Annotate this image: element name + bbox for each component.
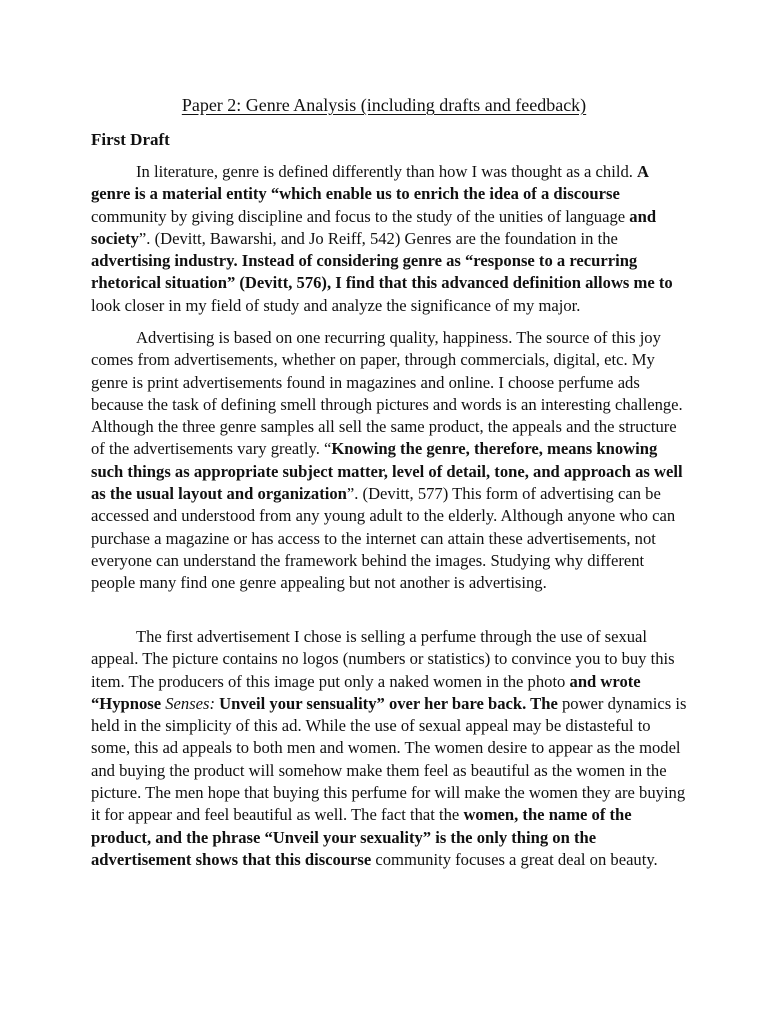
text-run: look closer in my field of study and analyze the significance of my major. — [91, 295, 581, 315]
text-run: Knowing the genre, therefore, means knowing such things as appropriate subject matter, level of — [91, 439, 658, 481]
text-run: and wrote “Hypnose — [91, 671, 641, 713]
body-paragraph — [91, 161, 691, 317]
page-title: Paper 2: Genre Analysis (including drafts and feedback) — [181, 95, 587, 115]
text-run: advertising industry. Instead of considering genre as “response to a recurring rhetorical situation” (Devitt, 576), I find that this advanced definition allows me to — [91, 251, 673, 293]
text-run: In literature, genre is defined differently than how I was thought as a child. — [136, 162, 638, 181]
body-paragraph — [91, 626, 691, 871]
text-run: Unveil your sensuality” over her bare back. The — [215, 693, 558, 713]
text-run: Senses: — [165, 693, 215, 713]
text-run: Advertising is based on one recurring quality, happiness. The source of this joy comes from advertisements, whether on paper, through commercials, digital, etc. My genre is print advertisements found in magazines and online. I choose perfume ads because the task of defining smell through pictures and words is an interesting challenge. Although the three genre samples all sell the same product, the appeals and the structure of the advertisements vary greatly. “ — [91, 328, 683, 459]
text-run: ”. (Devitt, Bawarshi, and Jo Reiff, 542) Genres are the foundation in the — [138, 228, 618, 248]
section-heading: First Draft — [91, 130, 170, 149]
text-run: power dynamics is held in the simplicity of this ad. While the use of sexual appeal may be distasteful to some, this ad appeals to both men and women. The women desire to appear as the model and buying the product will somehow make them feel as beautiful as the women in the picture. The men hope that buying this perfume for will make the women they are buying it for appear and feel beautiful as well. The fact that the — [91, 693, 687, 825]
text-run: and society — [91, 206, 657, 248]
text-run: community by giving discipline and focus to the study of the unities of language — [91, 206, 630, 226]
text-run: detail, tone, and approach as well as the usual layout and organization — [91, 461, 683, 504]
body-paragraph — [91, 327, 691, 595]
text-run: A genre is a material entity “which enable us to enrich the idea of a discourse — [91, 162, 649, 204]
text-run: community focuses a great deal on beauty. — [371, 849, 658, 869]
text-run: ”. (Devitt, 577) This form of advertising can be accessed and understood from any young adult to the elderly. Although anyone who can purchase a magazine or has access to the internet can attain these advertisements, not everyone can understand the framework behind the images. Studying why different people many find one genre appealing but not another is advertising. — [91, 484, 676, 593]
text-run: women, the name of the product, and the phrase “Unveil your sexuality” is the only thing on the advertisement shows that this discourse — [91, 805, 632, 869]
text-run: The first advertisement I chose is selling a perfume through the use of sexual appeal. The picture contains no logos (numbers or statistics) to convince you to buy this item. The producers of this image put only a naked women in the photo — [91, 627, 675, 691]
